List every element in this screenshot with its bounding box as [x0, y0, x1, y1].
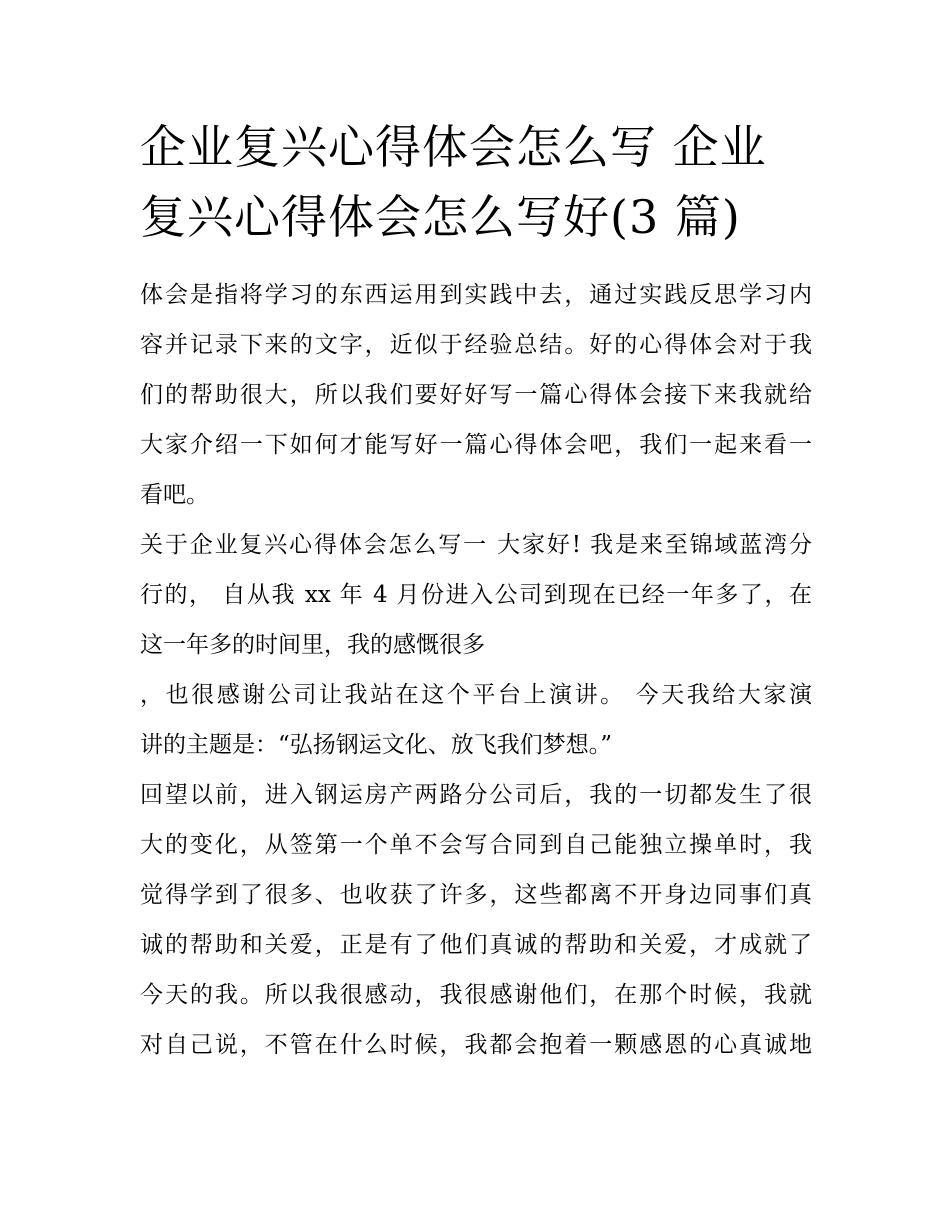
document-body — [140, 270, 812, 1070]
text-line: 这一年多的时间里，我的感慨很多 — [140, 632, 485, 658]
text-line: 对自己说，不管在什么时候，我都会抱着一颗感恩的心真诚地 — [140, 1032, 812, 1058]
text-line: 大的变化，从签第一个单不会写合同到自己能独立操单时，我 — [140, 832, 812, 858]
title-line-2: 复兴心得体会怎么写好(3 篇) — [140, 190, 741, 244]
text-line: 今天的我。所以我很感动，我很感谢他们，在那个时候，我就 — [140, 982, 812, 1008]
text-line: 觉得学到了很多、也收获了许多，这些都离不开身边同事们真 — [140, 882, 812, 908]
text-line: 回望以前，进入钢运房产两路分公司后，我的一切都发生了很 — [140, 782, 812, 808]
text-line: 诚的帮助和关爱，正是有了他们真诚的帮助和关爱，才成就了 — [140, 932, 812, 958]
text-line: 看吧。 — [140, 482, 209, 508]
document-content — [140, 112, 812, 1070]
text-line: 们的帮助很大，所以我们要好好写一篇心得体会接下来我就给 — [140, 382, 812, 408]
title-line-1: 企业复兴心得体会怎么写 企业 — [140, 120, 767, 174]
text-line: ，也很感谢公司让我站在这个平台上演讲。 今天我给大家演 — [140, 682, 812, 708]
text-line: 大家介绍一下如何才能写好一篇心得体会吧，我们一起来看一 — [140, 432, 812, 458]
text-line: 容并记录下来的文字，近似于经验总结。好的心得体会对于我 — [140, 332, 812, 358]
document-title — [140, 112, 812, 252]
text-line: 行的， 自从我 xx 年 4 月份进入公司到现在已经一年多了，在 — [140, 582, 812, 608]
text-line: 讲的主题是：“弘扬钢运文化、放飞我们梦想。” — [140, 732, 613, 758]
text-line: 体会是指将学习的东西运用到实践中去，通过实践反思学习内 — [140, 282, 812, 308]
text-line: 关于企业复兴心得体会怎么写一 大家好! 我是来至锦域蓝湾分 — [140, 532, 812, 558]
